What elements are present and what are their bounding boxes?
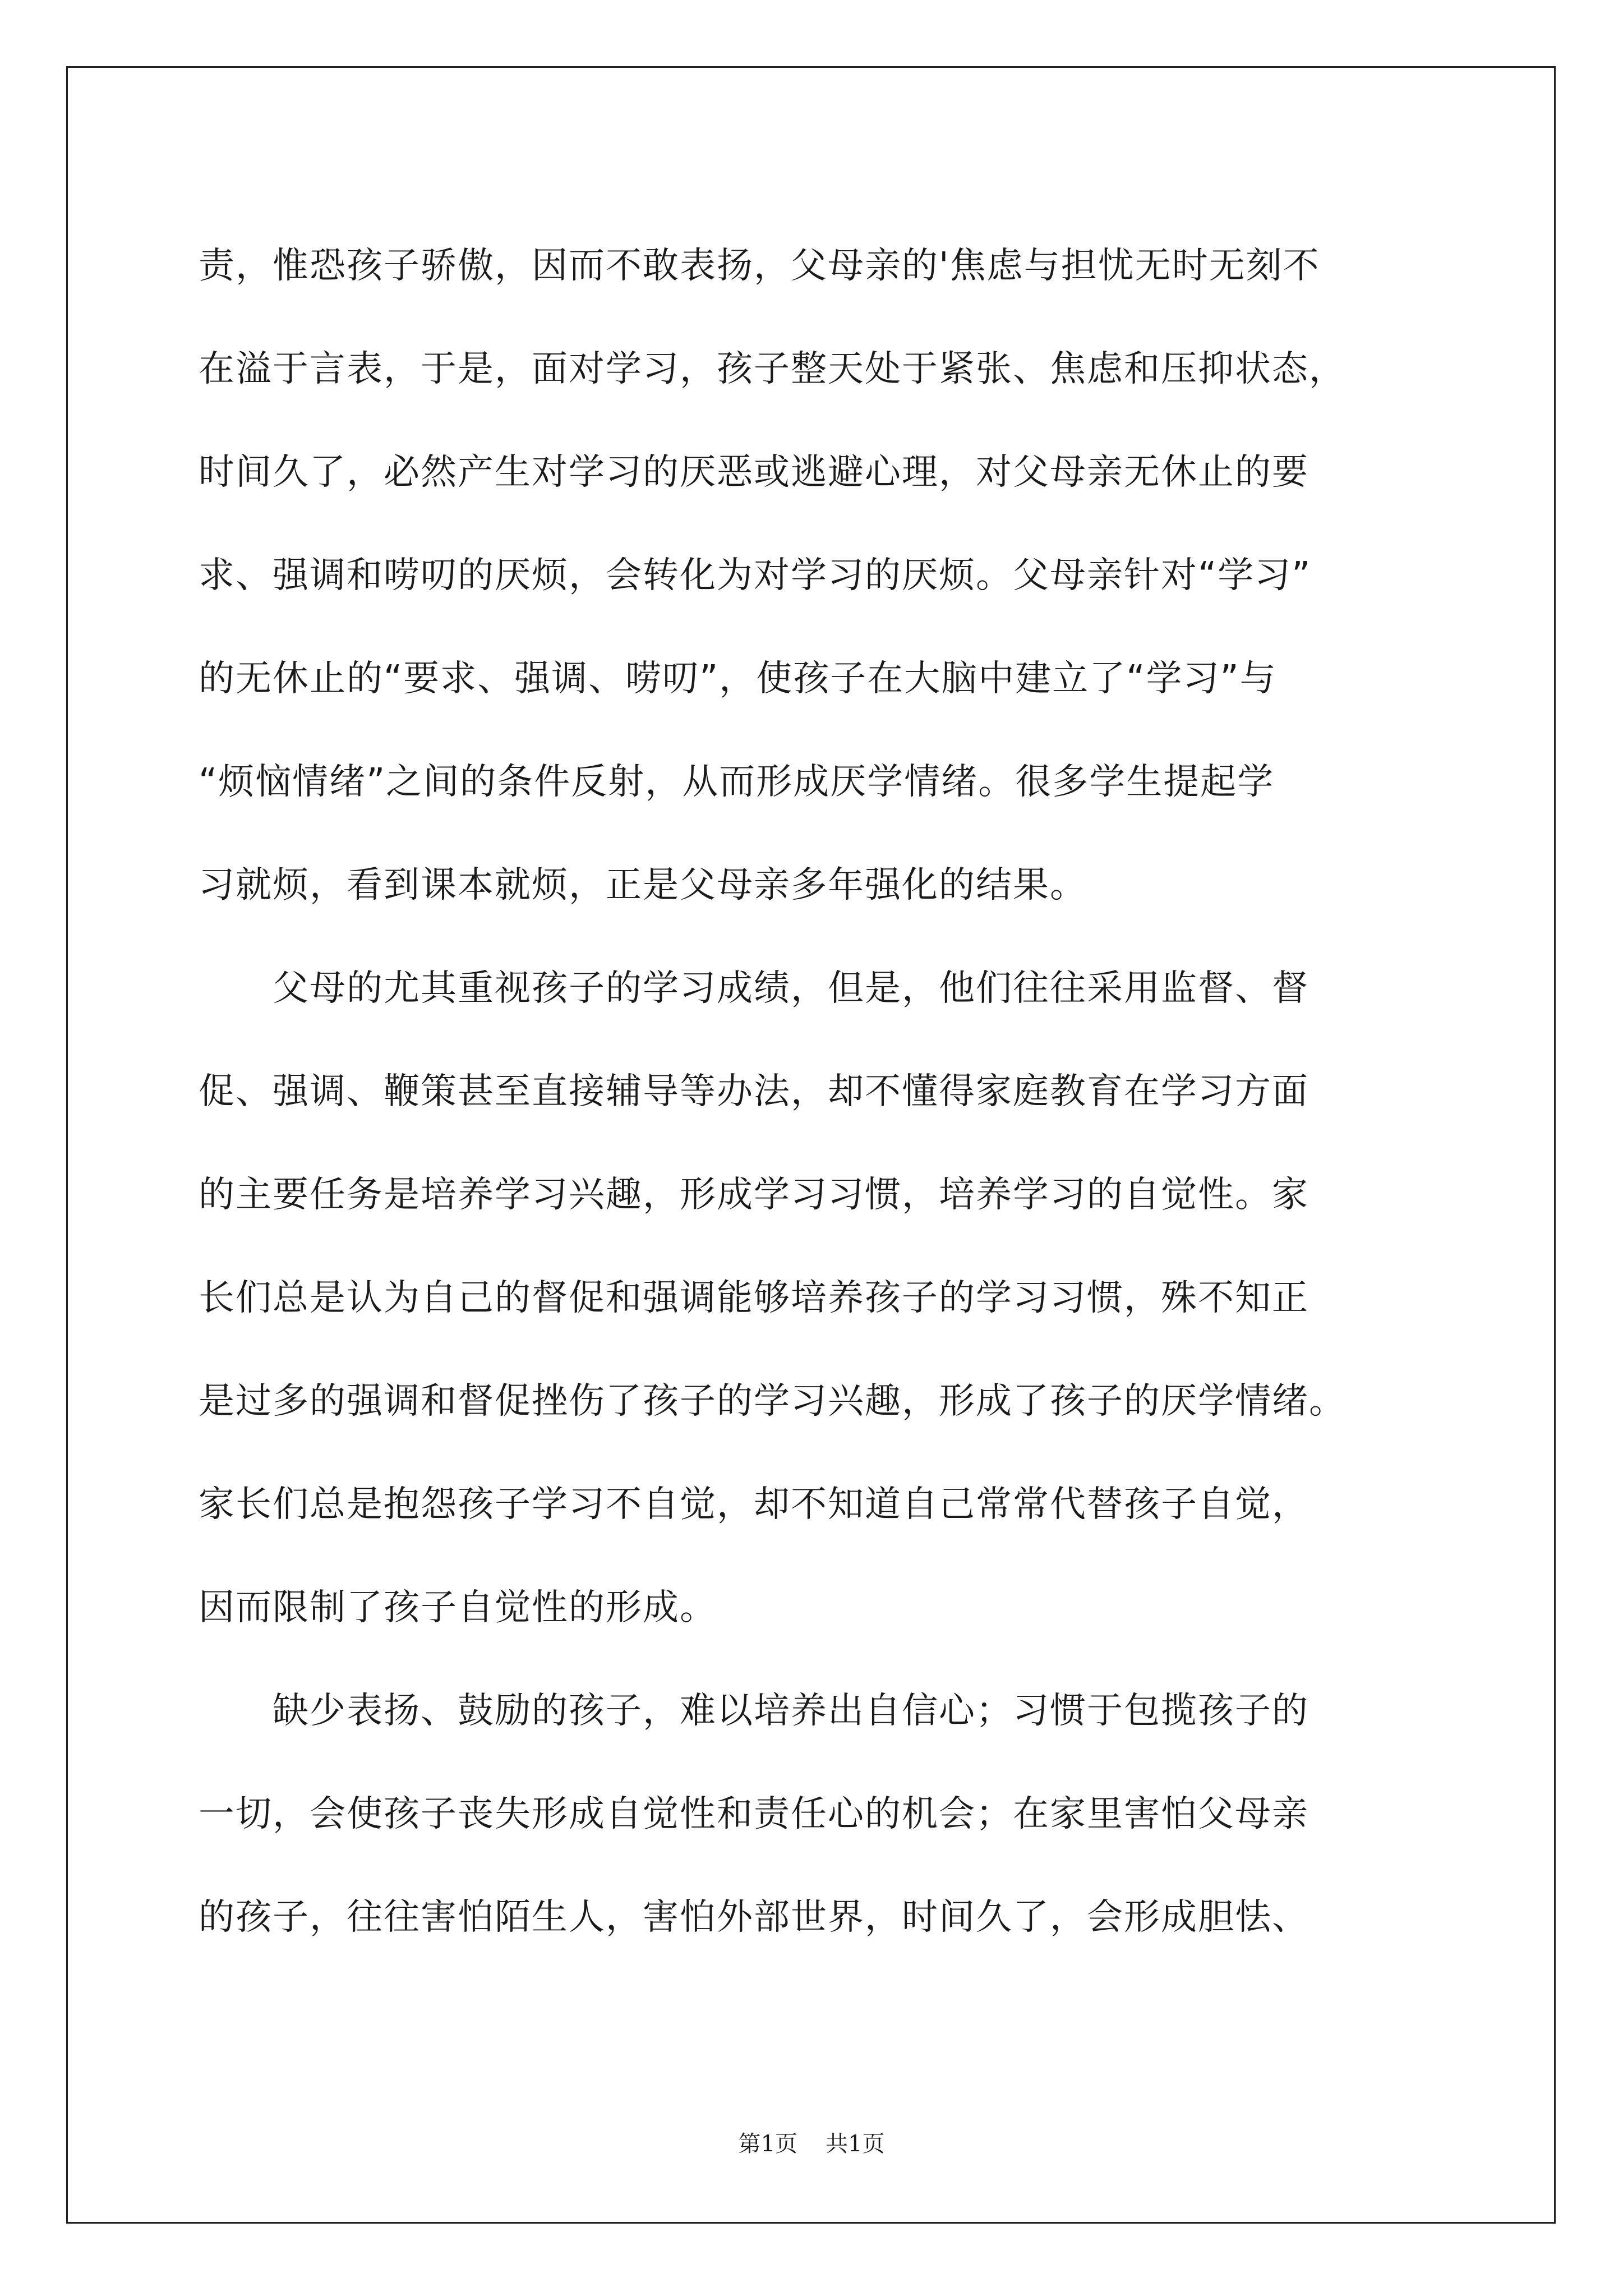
text-line: 求、强调和唠叨的厌烦，会转化为对学习的厌烦。父母亲针对“学习” — [199, 555, 1312, 596]
text-line: 是过多的强调和督促挫伤了孩子的学习兴趣，形成了孩子的厌学情绪。 — [199, 1381, 1346, 1422]
text-line: 的无休止的“要求、强调、唠叨”，使孩子在大脑中建立了“学习”与 — [199, 658, 1277, 700]
text-line: 的孩子，往往害怕陌生人，害怕外部世界，时间久了，会形成胆怯、 — [199, 1897, 1309, 1938]
text-line: 促、强调、鞭策甚至直接辅导等办法，却不懂得家庭教育在学习方面 — [199, 1071, 1309, 1112]
text-line: 因而限制了孩子自觉性的形成。 — [199, 1587, 717, 1628]
page-number: 第1页 — [738, 2131, 797, 2157]
text-line: 时间久了，必然产生对学习的厌恶或逃避心理，对父母亲无休止的要 — [199, 452, 1309, 493]
text-line: 家长们总是抱怨孩子学习不自觉，却不知道自己常常代替孩子自觉， — [199, 1484, 1309, 1525]
text-line: 的主要任务是培养学习兴趣，形成学习习惯，培养学习的自觉性。家 — [199, 1174, 1309, 1216]
document-body — [199, 214, 1444, 1969]
text-line: 缺少表扬、鼓励的孩子，难以培养出自信心；习惯于包揽孩子的 — [199, 1690, 1309, 1732]
text-line: 在溢于言表，于是，面对学习，孩子整天处于紧张、焦虑和压抑状态， — [199, 348, 1346, 390]
text-line: 责，惟恐孩子骄傲，因而不敢表扬，父母亲的'焦虑与担忧无时无刻不 — [199, 245, 1320, 287]
text-line: 父母的尤其重视孩子的学习成绩，但是，他们往往采用监督、督 — [199, 968, 1309, 1009]
text-line: 长们总是认为自己的督促和强调能够培养孩子的学习习惯，殊不知正 — [199, 1277, 1309, 1319]
text-line: 一切，会使孩子丧失形成自觉性和责任心的机会；在家里害怕父母亲 — [199, 1793, 1309, 1835]
page-footer — [0, 2126, 1623, 2158]
text-line: “烦恼情绪”之间的条件反射，从而形成厌学情绪。很多学生提起学 — [199, 761, 1275, 803]
text-line: 习就烦，看到课本就烦，正是父母亲多年强化的结果。 — [199, 864, 1087, 906]
page-total: 共1页 — [826, 2131, 885, 2157]
